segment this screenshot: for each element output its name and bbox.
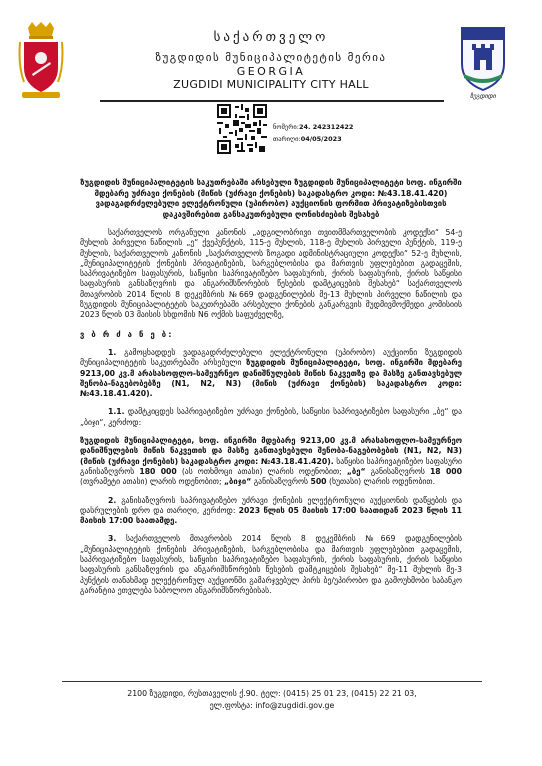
item-1-1-text: დამტკიცდეს საპრივატიზებო უძრავი ქონების, საწყისი საპრივატიზებო საფასური „ბე“ და „ბიჯი“, კერძოდ: bbox=[80, 407, 463, 427]
document-number bbox=[273, 121, 353, 133]
price-text-1: საწყისი საპრივატიზებო საფასური განისაზღვროს bbox=[80, 456, 462, 476]
item-3 bbox=[80, 534, 462, 596]
item-3-text: საქართველოს მთავრობის 2014 წლის 8 დეკემბრის №669 დადგენილების „მუნიციპალიტეტის ქონების პრივატიზების, სარგებლობისა და მართვის უფლებებით გადაცემის, საპრივატიზებო საფასურის, საწყისი საპრივატიზებო საფასურის, ქირის საფასურის, ქირის საწყისი საფასურის განსაზღვრის და ანგარიშსწორების წესების დამტკიცების შესახებ“ მე-11 მუხლის მე-3 პუნქტის თანახმად ელექტრონულ აუქციონში გამარჯვებულ პირს ბე/უპირობო და გამოუხმობი საბანკო გარანტია ეთვლება საბოლოო ანგარიშსწორებისას. bbox=[80, 534, 462, 595]
footer-divider bbox=[62, 681, 482, 682]
price-text-2: (ას ოთხმოცი ათასი) ლარის ოდენობით; bbox=[181, 466, 342, 476]
zugdidi-emblem-icon bbox=[452, 24, 514, 102]
qr-code-icon bbox=[217, 104, 267, 154]
deposit-amount: 18 000 bbox=[429, 466, 462, 476]
document-body bbox=[80, 178, 462, 596]
step-text-2: (ხუთასი) ლარის ოდენობით. bbox=[328, 477, 436, 487]
starting-price: 180 000 bbox=[139, 466, 177, 476]
city-hall-georgian: ზუგდიდის მუნიციპალიტეტის მერია bbox=[155, 51, 387, 64]
number-value: 24. 242312422 bbox=[298, 123, 354, 131]
deposit-text-1: განისაზღვროს bbox=[370, 466, 425, 476]
zugdidi-emblem-caption: ზუგდიდი bbox=[470, 93, 496, 100]
intro-paragraph: საქართველოს ორგანული კანონის „ადგილობრივი თვითმმართველობის კოდექსი“ 54-ე მუხლის პირველი ნაწილის „ე“ ქვეპუნქტის, 115-ე მუხლის, 118-ე მუხლის პირველი პუნქტის, 119-ე მუხლის, საქართველოს კანონის „საქართველოს ზოგადი ადმინისტრაციული კოდექსი“ 52-ე მუხლის, „მუნიციპალიტეტის ქონების პრივატიზების, სარგებლობისა და მართვის უფლებებით გადაცემის, საპრივატიზებო საფასურის, საწყისი საპრივატიზებო საფასურის, ქირის საფასურის, ქირის საწყისი საფასურის განსაზღვრის და ანგარიშსწორების წესების დამტკიცების შესახებ“ საქართველოს მთავრობის 2014 წლის 8 დეკემბრის №669 დადგენილების მე-13 მუხლის პირველი ნაწილის და ზუგდიდის მუნიციპალიტეტის საკუთრებაში არსებული ქონების განკარგვის მუდმივმოქმედი კომისიის 2023 წლის 03 მაისის სხდომის N6 ოქმის საფუძველზე, bbox=[80, 228, 462, 320]
document-title: ზუგდიდის მუნიციპალიტეტის საკუთრებაში არსებული ზუგდიდის მუნიციპალიტეტი სოფ. ინგირში მდებარე უძრავი ქონების (მიწის (უძრავი ქონების) საკადასტრო კოდი: №43.18.41.420) ვადაგადრძელებული ელექტრონული (უპირობო) აუქციონის ფორმით პრივატიზებისთვის დაკავშირებით განსაკუთრებული ღონისძიების შესახებ bbox=[80, 178, 462, 219]
country-georgian: საქართველო bbox=[213, 30, 329, 45]
item-2-text: განისაზღვროს საპრივატიზებო უძრავი ქონების ელექტრონული აუქციონის დაწყების და დასრულების დრო და თარიღი, კერძოდ: bbox=[80, 495, 462, 515]
step-label: „ბიჯი“ bbox=[224, 477, 252, 487]
deposit-label: „ბე“ bbox=[346, 466, 366, 476]
item-2-bold: 2023 წლის 05 მაისის 17:00 საათიდან 2023 წლის 11 მაისის 17:00 საათამდე. bbox=[80, 505, 462, 526]
decree-heading: ვ ბ რ ძ ა ნ ე ბ: bbox=[80, 329, 174, 339]
property-description: ზუგდიდის მუნიციპალიტეტი, სოფ. ინგირში მდებარე 9213,00 კვ.მ არასასოფლო-სამეურნეო დანიშნულების მიწის ნაკვეთის და მასზე განთავსებული შენობა-ნაგებობების (N1, N2, N3) (მიწის (უძრავი ქონების) საკადასტრო კოდი: №43.18.41.420). bbox=[80, 436, 462, 466]
document-meta bbox=[273, 121, 353, 145]
item-1-1 bbox=[80, 407, 462, 428]
letterhead bbox=[80, 30, 462, 92]
property-detail bbox=[80, 436, 462, 487]
item-1-1-number: 1.1. bbox=[108, 407, 125, 417]
number-label: ნომერი: bbox=[273, 123, 299, 131]
step-text-1: განისაზღვროს bbox=[253, 477, 309, 487]
date-value: 04/05/2023 bbox=[300, 135, 342, 143]
item-3-number: 3. bbox=[108, 534, 117, 544]
item-2 bbox=[80, 496, 462, 527]
city-hall-english: ZUGDIDI MUNICIPALITY CITY HALL bbox=[173, 78, 369, 91]
georgia-coat-of-arms-icon bbox=[18, 22, 64, 106]
header-divider bbox=[100, 100, 444, 102]
deposit-text-2: (თვრამეტი ათასი) ლარის ოდენობით; bbox=[80, 477, 222, 487]
date-label: თარიღი: bbox=[273, 135, 301, 143]
footer-address: 2100 ზუგდიდი, რუსთაველის ქ.90. ტელ: (0415) 25 01 23, (0415) 22 21 03, bbox=[127, 689, 417, 698]
item-1-bold: ზუგდიდის მუნიციპალიტეტი, სოფ. ინგირში მდებარე 9213,00 კვ.მ არასასოფლო-სამეურნეო დანიშნულების მიწის ნაკვეთზე და მასზე განთავსებულ შენობა-ნაგებობებზე (N1, N2, N3) (მიწის (უძრავი ქონების) საკადასტრო კოდი: №43.18.41.420). bbox=[80, 358, 462, 399]
footer bbox=[62, 688, 482, 712]
country-english: GEORGIA bbox=[236, 65, 306, 78]
item-1-text: გამოცხადდეს ვადაგადრძელებული ელექტრონული (უპირობო) აუქციონი ზუგდიდის მუნიციპალიტეტის საკუთრებაში არსებული bbox=[80, 347, 462, 368]
document-date bbox=[273, 133, 353, 145]
item-2-number: 2. bbox=[108, 495, 117, 505]
step-amount: 500 bbox=[310, 477, 327, 487]
item-1-number: 1. bbox=[108, 347, 117, 357]
footer-email: ელ.ფოსტა: info@zugdidi.gov.ge bbox=[209, 701, 335, 710]
item-1 bbox=[80, 348, 462, 399]
